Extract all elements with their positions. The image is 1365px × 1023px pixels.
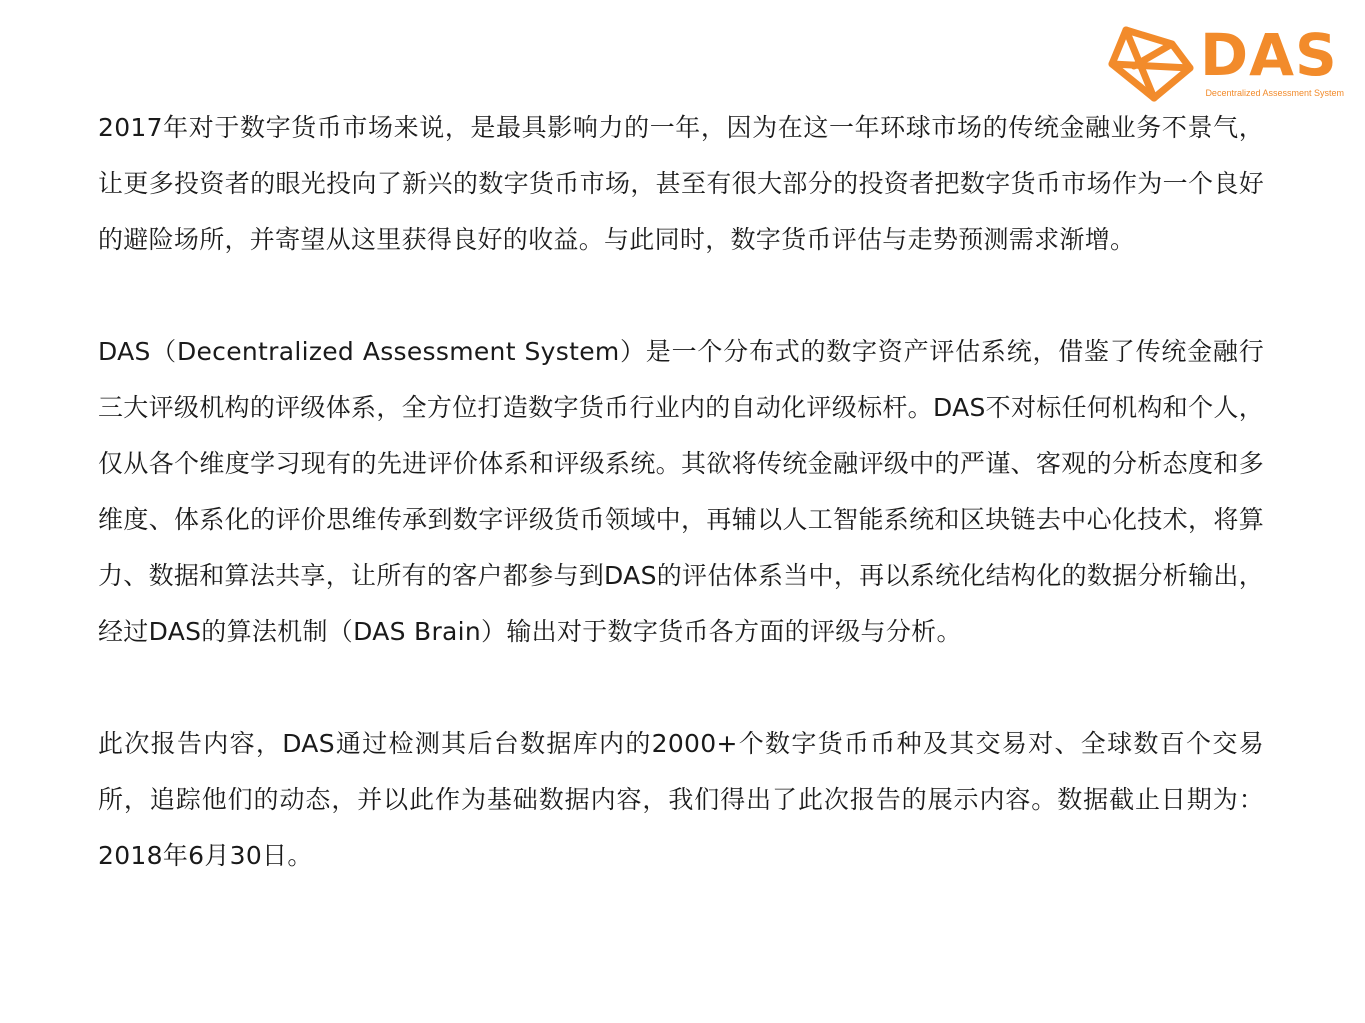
logo-subtitle: Decentralized Assessment System	[1205, 88, 1344, 98]
paragraph-das-introduction: DAS（Decentralized Assessment System）是一个分布式的数字资产评估系统，借鉴了传统金融行三大评级机构的评级体系，全方位打造数字货币行业内的自动化评级标杆。DAS不对标任何机构和个人，仅从各个维度学习现有的先进评价体系和评级系统。其欲将传统金融评级中的严谨、客观的分析态度和多维度、体系化的评价思维传承到数字评级货币领域中，再辅以人工智能系统和区块链去中心化技术，将算力、数据和算法共享，让所有的客户都参与到DAS的评估体系当中，再以系统化结构化的数据分析输出，经过DAS的算法机制（DAS Brain）输出对于数字货币各方面的评级与分析。	[98, 337, 1264, 646]
document-body	[98, 100, 1264, 940]
paragraph-report-scope: 此次报告内容，DAS通过检测其后台数据库内的2000+个数字货币币种及其交易对、全球数百个交易所，追踪他们的动态，并以此作为基础数据内容，我们得出了此次报告的展示内容。数据截止日期为：2018年6月30日。	[98, 729, 1264, 870]
paragraph-market-background: 2017年对于数字货币市场来说，是最具影响力的一年，因为在这一年环球市场的传统金融业务不景气，让更多投资者的眼光投向了新兴的数字货币市场，甚至有很大部分的投资者把数字货币市场作为一个良好的避险场所，并寄望从这里获得良好的收益。与此同时，数字货币评估与走势预测需求渐增。	[98, 113, 1264, 254]
das-logo	[1104, 20, 1344, 104]
logo-wordmark: DAS	[1200, 21, 1338, 89]
